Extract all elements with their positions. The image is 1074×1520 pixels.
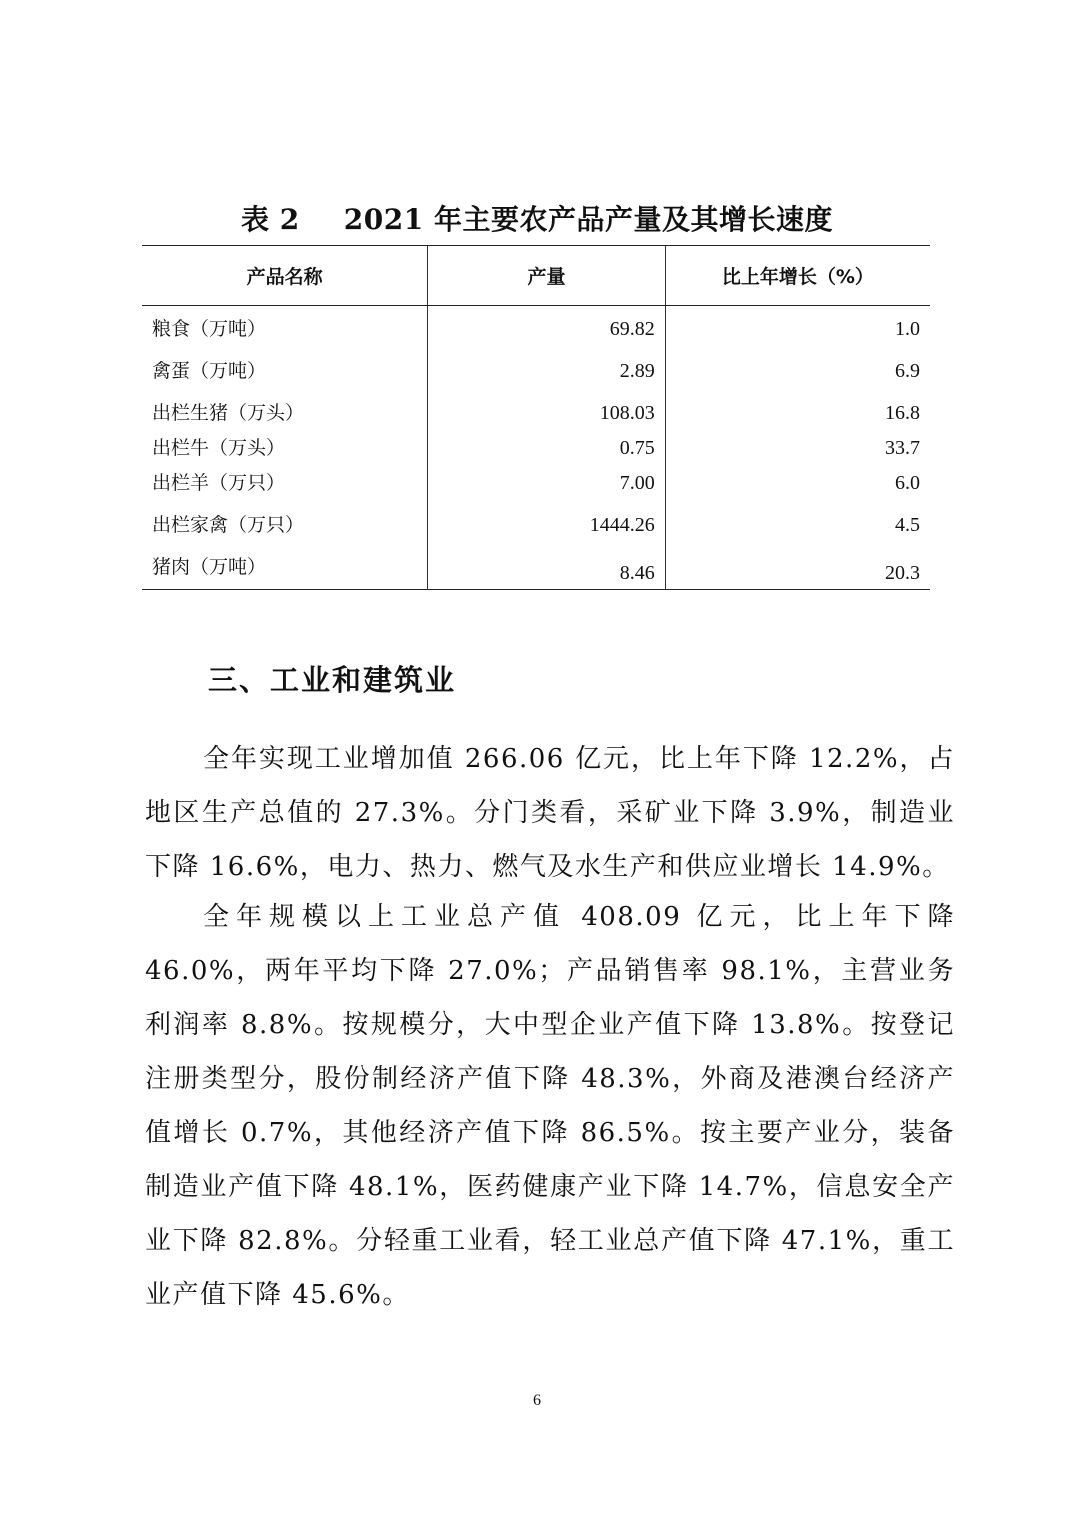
header-growth: 比上年增长（%） (665, 246, 930, 305)
header-product-name: 产品名称 (246, 266, 323, 288)
cell-output: 1444.26 (589, 514, 655, 536)
table-title (0, 198, 1074, 238)
cell-name: 出栏家禽（万只） (152, 514, 305, 536)
agri-products-table (142, 245, 930, 590)
paragraph-industrial-output: 全年规模以上工业总产值 408.09 亿元，比上年下降 46.0%，两年平均下降 27.0%；产品销售率 98.1%，主营业务利润率 8.8%。按规模分，大中型企业产值下降 13.8%。按登记注册类型分，股份制经济产值下降 48.3%，外商及港澳台经济产值增长 0.7%，其他经济产值下降 86.5%。按主要产业分，装备制造业产值下降 48.1%，医药健康产业下降 14.7%，信息安全产业下降 82.8%。分轻重工业看，轻工业总产值下降 47.1%，重工业产值下降 45.6%。 (145, 902, 955, 1310)
cell-output: 69.82 (609, 318, 655, 340)
cell-growth: 16.8 (885, 402, 921, 424)
table-body (142, 306, 930, 589)
cell-growth: 33.7 (885, 437, 921, 459)
table-title-text: 2021 年主要农产品产量及其增长速度 (343, 203, 833, 236)
cell-name: 猪肉（万吨） (152, 556, 267, 578)
cell-growth: 6.9 (895, 360, 921, 382)
cell-output: 7.00 (619, 472, 655, 494)
cell-growth: 20.3 (885, 562, 921, 584)
cell-name: 粮食（万吨） (152, 318, 267, 340)
cell-growth: 4.5 (895, 514, 921, 536)
cell-growth: 6.0 (895, 472, 921, 494)
header-output: 产量 (427, 246, 664, 305)
cell-output: 0.75 (619, 437, 655, 459)
paragraph-industry-value-added: 全年实现工业增加值 266.06 亿元，比上年下降 12.2%，占地区生产总值的 27.3%。分门类看，采矿业下降 3.9%，制造业下降 16.6%，电力、热力、燃气及水生产和供应业增长 14.9%。 (145, 744, 955, 882)
cell-growth: 1.0 (895, 318, 921, 340)
table-header-row (142, 246, 930, 306)
section-heading: 三、工业和建筑业 (208, 663, 457, 697)
cell-name: 出栏羊（万只） (152, 472, 286, 494)
cell-output: 108.03 (599, 402, 655, 424)
cell-name: 禽蛋（万吨） (152, 360, 267, 382)
column-growth (665, 306, 930, 589)
cell-output: 8.46 (619, 562, 655, 584)
cell-name: 出栏生猪（万头） (152, 402, 305, 424)
cell-name: 出栏牛（万头） (152, 437, 286, 459)
page-number: 6 (533, 1392, 541, 1409)
table-title-label: 表 2 (241, 203, 300, 236)
cell-output: 2.89 (619, 360, 655, 382)
column-product-name (142, 306, 427, 589)
column-output (427, 306, 664, 589)
